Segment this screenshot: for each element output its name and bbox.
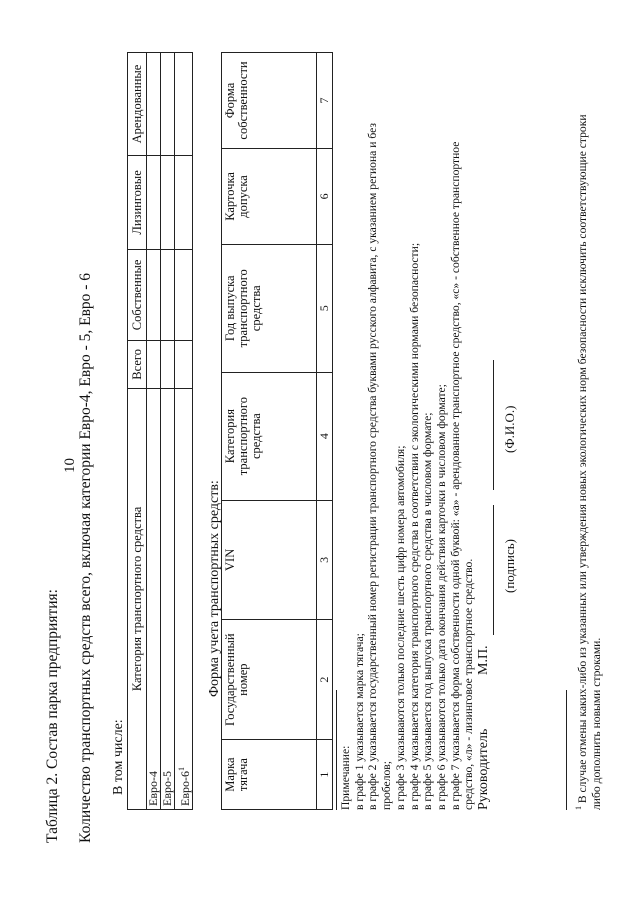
note-line: в графе 1 указывается марка тягача;	[352, 633, 366, 810]
col-rented: Арендованные	[128, 53, 147, 156]
col-vin: VIN	[222, 500, 317, 620]
notes-block	[339, 123, 476, 810]
name-line	[493, 360, 494, 490]
fleet-composition-table	[127, 52, 193, 810]
note-line: средство, «л» - лизинговое транспортное средство.	[462, 558, 476, 810]
note-line: в графе 3 указываются только последние шесть цифр номера автомобиля;	[393, 445, 407, 810]
column-number: 2	[317, 620, 333, 740]
column-number: 6	[317, 149, 333, 245]
row-euro-4: Евро-4	[147, 388, 161, 809]
table-row	[175, 53, 193, 810]
column-number: 1	[317, 740, 333, 810]
footnote	[572, 114, 603, 810]
col-ownership-form: Форма собственности	[222, 53, 317, 149]
footnote-line: В случае отмены каких-либо из указанных или утверждения новых экологических норм безопасности исключить соответствующие строки	[575, 114, 589, 806]
footnote-divider	[566, 690, 567, 810]
vehicle-accounting-table	[221, 52, 333, 810]
row-euro-6: Евро-$6^1$	[175, 388, 193, 809]
col-vehicle-category: Категория транспортного средства	[128, 388, 147, 809]
stamp-label: М.П.	[476, 645, 491, 675]
head-label: Руководитель	[476, 728, 491, 810]
footnote-ref: 1	[177, 767, 186, 771]
col-tractor-brand: Марка тягача	[222, 740, 317, 810]
table-row	[147, 53, 161, 810]
col-production-year: Год выпуска транспортного средства	[222, 244, 317, 372]
name-caption: (Ф.И.О.)	[502, 405, 517, 453]
column-numbers-row	[317, 53, 333, 810]
footnote-line: либо дополнить новыми строками.	[589, 637, 603, 810]
signature-caption: (подпись)	[502, 539, 517, 593]
column-number: 7	[317, 53, 333, 149]
col-leasing: Лизинговые	[128, 155, 147, 249]
col-category: Категория транспортного средства	[222, 372, 317, 500]
col-permit-card: Карточка допуска	[222, 149, 317, 245]
note-line: в графе 2 указывается государственный номер регистрации транспортного средства буквами русского алфавита, с указанием региона и без	[366, 123, 380, 810]
col-registration-number: Государственный номер	[222, 620, 317, 740]
note-line: пробелов;	[380, 761, 394, 810]
vehicle-count-line: Количество транспортных средств всего, включая категории Евро-4, Евро - 5, Евро - 6	[77, 272, 94, 843]
notes-title: Примечание:	[339, 745, 352, 810]
included-label: В том числе:	[111, 719, 126, 795]
page-number: 10	[62, 458, 78, 473]
column-number: 3	[317, 500, 333, 620]
note-line: в графе 6 указываются только дата окончания действия карточки в числовом формате;	[434, 384, 448, 810]
column-number: 5	[317, 244, 333, 372]
col-owned: Собственные	[128, 249, 147, 340]
form-label: Форма учета транспортных средств:	[207, 480, 222, 697]
column-number: 4	[317, 372, 333, 500]
row-euro-5: Евро-5	[161, 388, 175, 809]
footnote-mark: 1	[574, 806, 583, 810]
note-line: в графе 4 указывается категория транспортного средства в соответствии с экологическими нормами безопасности;	[407, 242, 421, 810]
table-title: Таблица 2. Состав парка предприятия:	[44, 589, 61, 843]
signature-line	[493, 505, 494, 635]
note-line: в графе 5 указывается год выпуска транспортного средства в числовом формате;	[421, 412, 435, 810]
note-line: в графе 7 указывается форма собственности одной буквой: «а» - арендованное транспортное средство, «с» - собственное транспортное	[448, 141, 462, 810]
col-total: Всего	[128, 340, 147, 388]
table-row	[161, 53, 175, 810]
notes-divider	[336, 690, 337, 810]
